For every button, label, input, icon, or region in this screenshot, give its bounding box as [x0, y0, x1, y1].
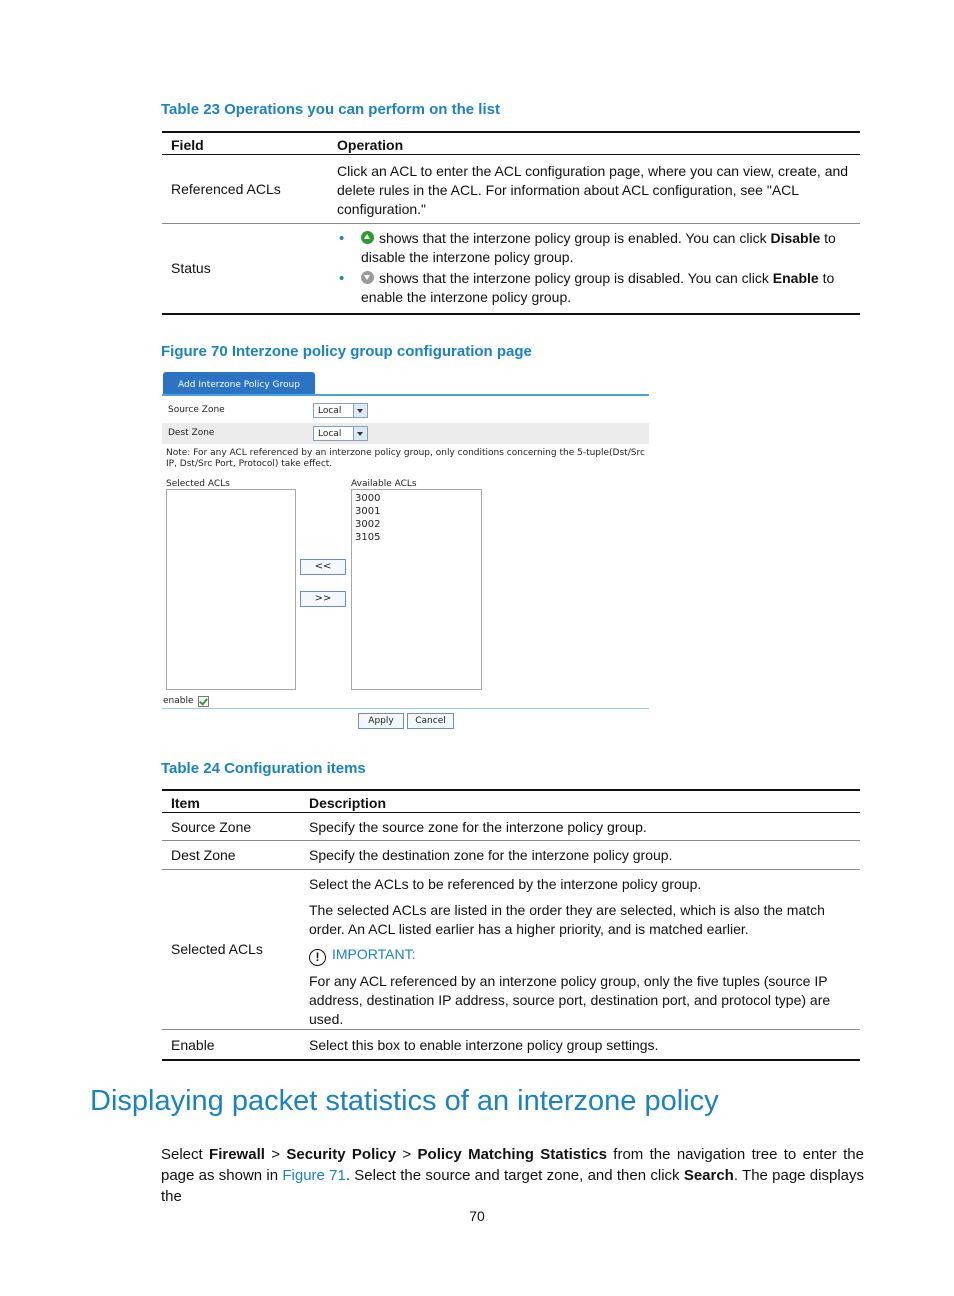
source-zone-value: Local — [318, 406, 342, 416]
table-header-row — [162, 132, 860, 155]
selected-acls-label: Selected ACLs — [166, 479, 230, 489]
dest-zone-row — [162, 423, 649, 444]
bullet-bold-text: Disable — [770, 230, 821, 246]
paragraph-text: from the navigation tree to enter the page as shown in — [161, 1146, 864, 1184]
paragraph-text: . The page displays the — [161, 1167, 864, 1205]
table-24-caption: Table 24 Configuration items — [161, 760, 366, 777]
description-paragraph: The selected ACLs are listed in the order they are selected, which is also the match order. An ACL listed earlier has a higher priority, and is matched earlier. — [309, 902, 825, 937]
dest-zone-label: Dest Zone — [168, 428, 215, 438]
list-item[interactable]: 3001 — [355, 506, 381, 517]
bullet-bold-text: Enable — [772, 270, 819, 286]
cancel-button[interactable]: Cancel — [407, 713, 454, 729]
table-23-caption: Table 23 Operations you can perform on the list — [161, 101, 500, 118]
enable-label: enable — [163, 696, 194, 706]
nav-security-policy-text: Security Policy — [286, 1146, 397, 1163]
table-24 — [162, 789, 860, 1061]
table-row — [162, 870, 860, 1030]
list-item[interactable]: 3105 — [355, 532, 381, 543]
field-cell: Status — [171, 260, 211, 276]
description-cell: Select this box to enable interzone policy group settings. — [309, 1037, 659, 1053]
table-row — [162, 841, 860, 870]
move-left-button[interactable]: << — [300, 559, 346, 575]
dest-zone-select[interactable] — [313, 426, 368, 441]
nav-policy-matching-statistics-text: Policy Matching Statistics — [417, 1146, 607, 1163]
divider — [162, 708, 649, 709]
tab-underline — [162, 394, 649, 396]
important-label: IMPORTANT: — [332, 946, 416, 962]
path-separator: > — [264, 1146, 287, 1163]
list-item — [337, 269, 851, 307]
available-acls-listbox[interactable] — [351, 489, 482, 690]
path-separator: > — [396, 1146, 418, 1163]
list-item[interactable]: 3000 — [355, 493, 381, 504]
selected-acls-listbox[interactable] — [166, 489, 296, 690]
dest-zone-value: Local — [318, 429, 342, 439]
source-zone-label: Source Zone — [168, 405, 225, 415]
move-right-button[interactable]: >> — [300, 591, 346, 607]
acl-note: Note: For any ACL referenced by an interzone policy group, only conditions concerning the 5-tuple(Dst/Src IP, Dst/Src Port, Protocol) take effect. — [166, 448, 645, 469]
item-cell: Enable — [171, 1037, 215, 1053]
exclamation-icon: ! — [309, 949, 326, 966]
figure-70-caption: Figure 70 Interzone policy group configuration page — [161, 343, 532, 360]
enabled-status-icon — [361, 231, 374, 244]
page-number: 70 — [469, 1208, 485, 1224]
chevron-down-icon[interactable] — [353, 404, 367, 417]
table-23 — [162, 131, 860, 315]
figure-71-link[interactable]: Figure 71 — [282, 1167, 346, 1184]
description-cell: Specify the destination zone for the interzone policy group. — [309, 847, 673, 863]
chevron-down-icon[interactable] — [353, 427, 367, 440]
available-acls-label: Available ACLs — [351, 479, 417, 489]
disabled-status-icon — [361, 271, 374, 284]
list-item — [337, 229, 851, 267]
bullet-text: shows that the interzone policy group is disabled. You can click — [379, 270, 773, 286]
item-cell: Dest Zone — [171, 847, 236, 863]
nav-firewall-text: Firewall — [209, 1146, 265, 1163]
section-paragraph — [161, 1144, 864, 1207]
interzone-policy-config-screenshot — [162, 370, 650, 732]
search-keyword: Search — [683, 1167, 734, 1184]
bullet-text: shows that the interzone policy group is enabled. You can click — [379, 230, 771, 246]
table-row — [162, 155, 860, 224]
list-item[interactable]: 3002 — [355, 519, 381, 530]
table-row — [162, 224, 860, 315]
description-paragraph: Select the ACLs to be referenced by the interzone policy group. — [309, 876, 702, 892]
status-bullet-list — [337, 229, 851, 307]
section-title: Displaying packet statistics of an interzone policy — [90, 1085, 719, 1117]
source-zone-select[interactable] — [313, 403, 368, 418]
field-cell: Referenced ACLs — [171, 180, 281, 197]
column-header-description: Description — [309, 795, 387, 811]
operation-cell — [328, 224, 860, 315]
column-header-operation: Operation — [337, 137, 404, 153]
operation-cell: Click an ACL to enter the ACL configuration page, where you can view, create, and delete rules in the ACL. For information about ACL configuration, see "ACL configuration." — [337, 163, 849, 217]
important-text: For any ACL referenced by an interzone policy group, only the five tuples (source IP address, destination IP address, source port, destination port, and protocol type) are used. — [309, 973, 831, 1027]
description-cell — [300, 870, 860, 1030]
item-cell: Selected ACLs — [171, 941, 263, 957]
description-cell: Specify the source zone for the interzone policy group. — [309, 819, 647, 835]
item-cell: Source Zone — [171, 819, 252, 835]
tab-add-interzone-policy-group[interactable]: Add Interzone Policy Group — [163, 372, 315, 394]
column-header-item: Item — [171, 795, 200, 811]
table-header-row — [162, 790, 860, 813]
apply-button[interactable]: Apply — [358, 713, 404, 729]
bullet-text: to disable the interzone policy group. — [361, 230, 836, 265]
table-row — [162, 813, 860, 841]
bullet-text: to enable the interzone policy group. — [361, 270, 835, 305]
table-row — [162, 1030, 860, 1061]
important-heading — [309, 945, 851, 966]
column-header-field: Field — [171, 137, 204, 153]
paragraph-text: Select — [161, 1146, 210, 1163]
paragraph-text: . Select the source and target zone, and then click — [345, 1167, 684, 1184]
source-zone-row — [162, 400, 649, 421]
enable-checkbox[interactable] — [198, 696, 209, 707]
